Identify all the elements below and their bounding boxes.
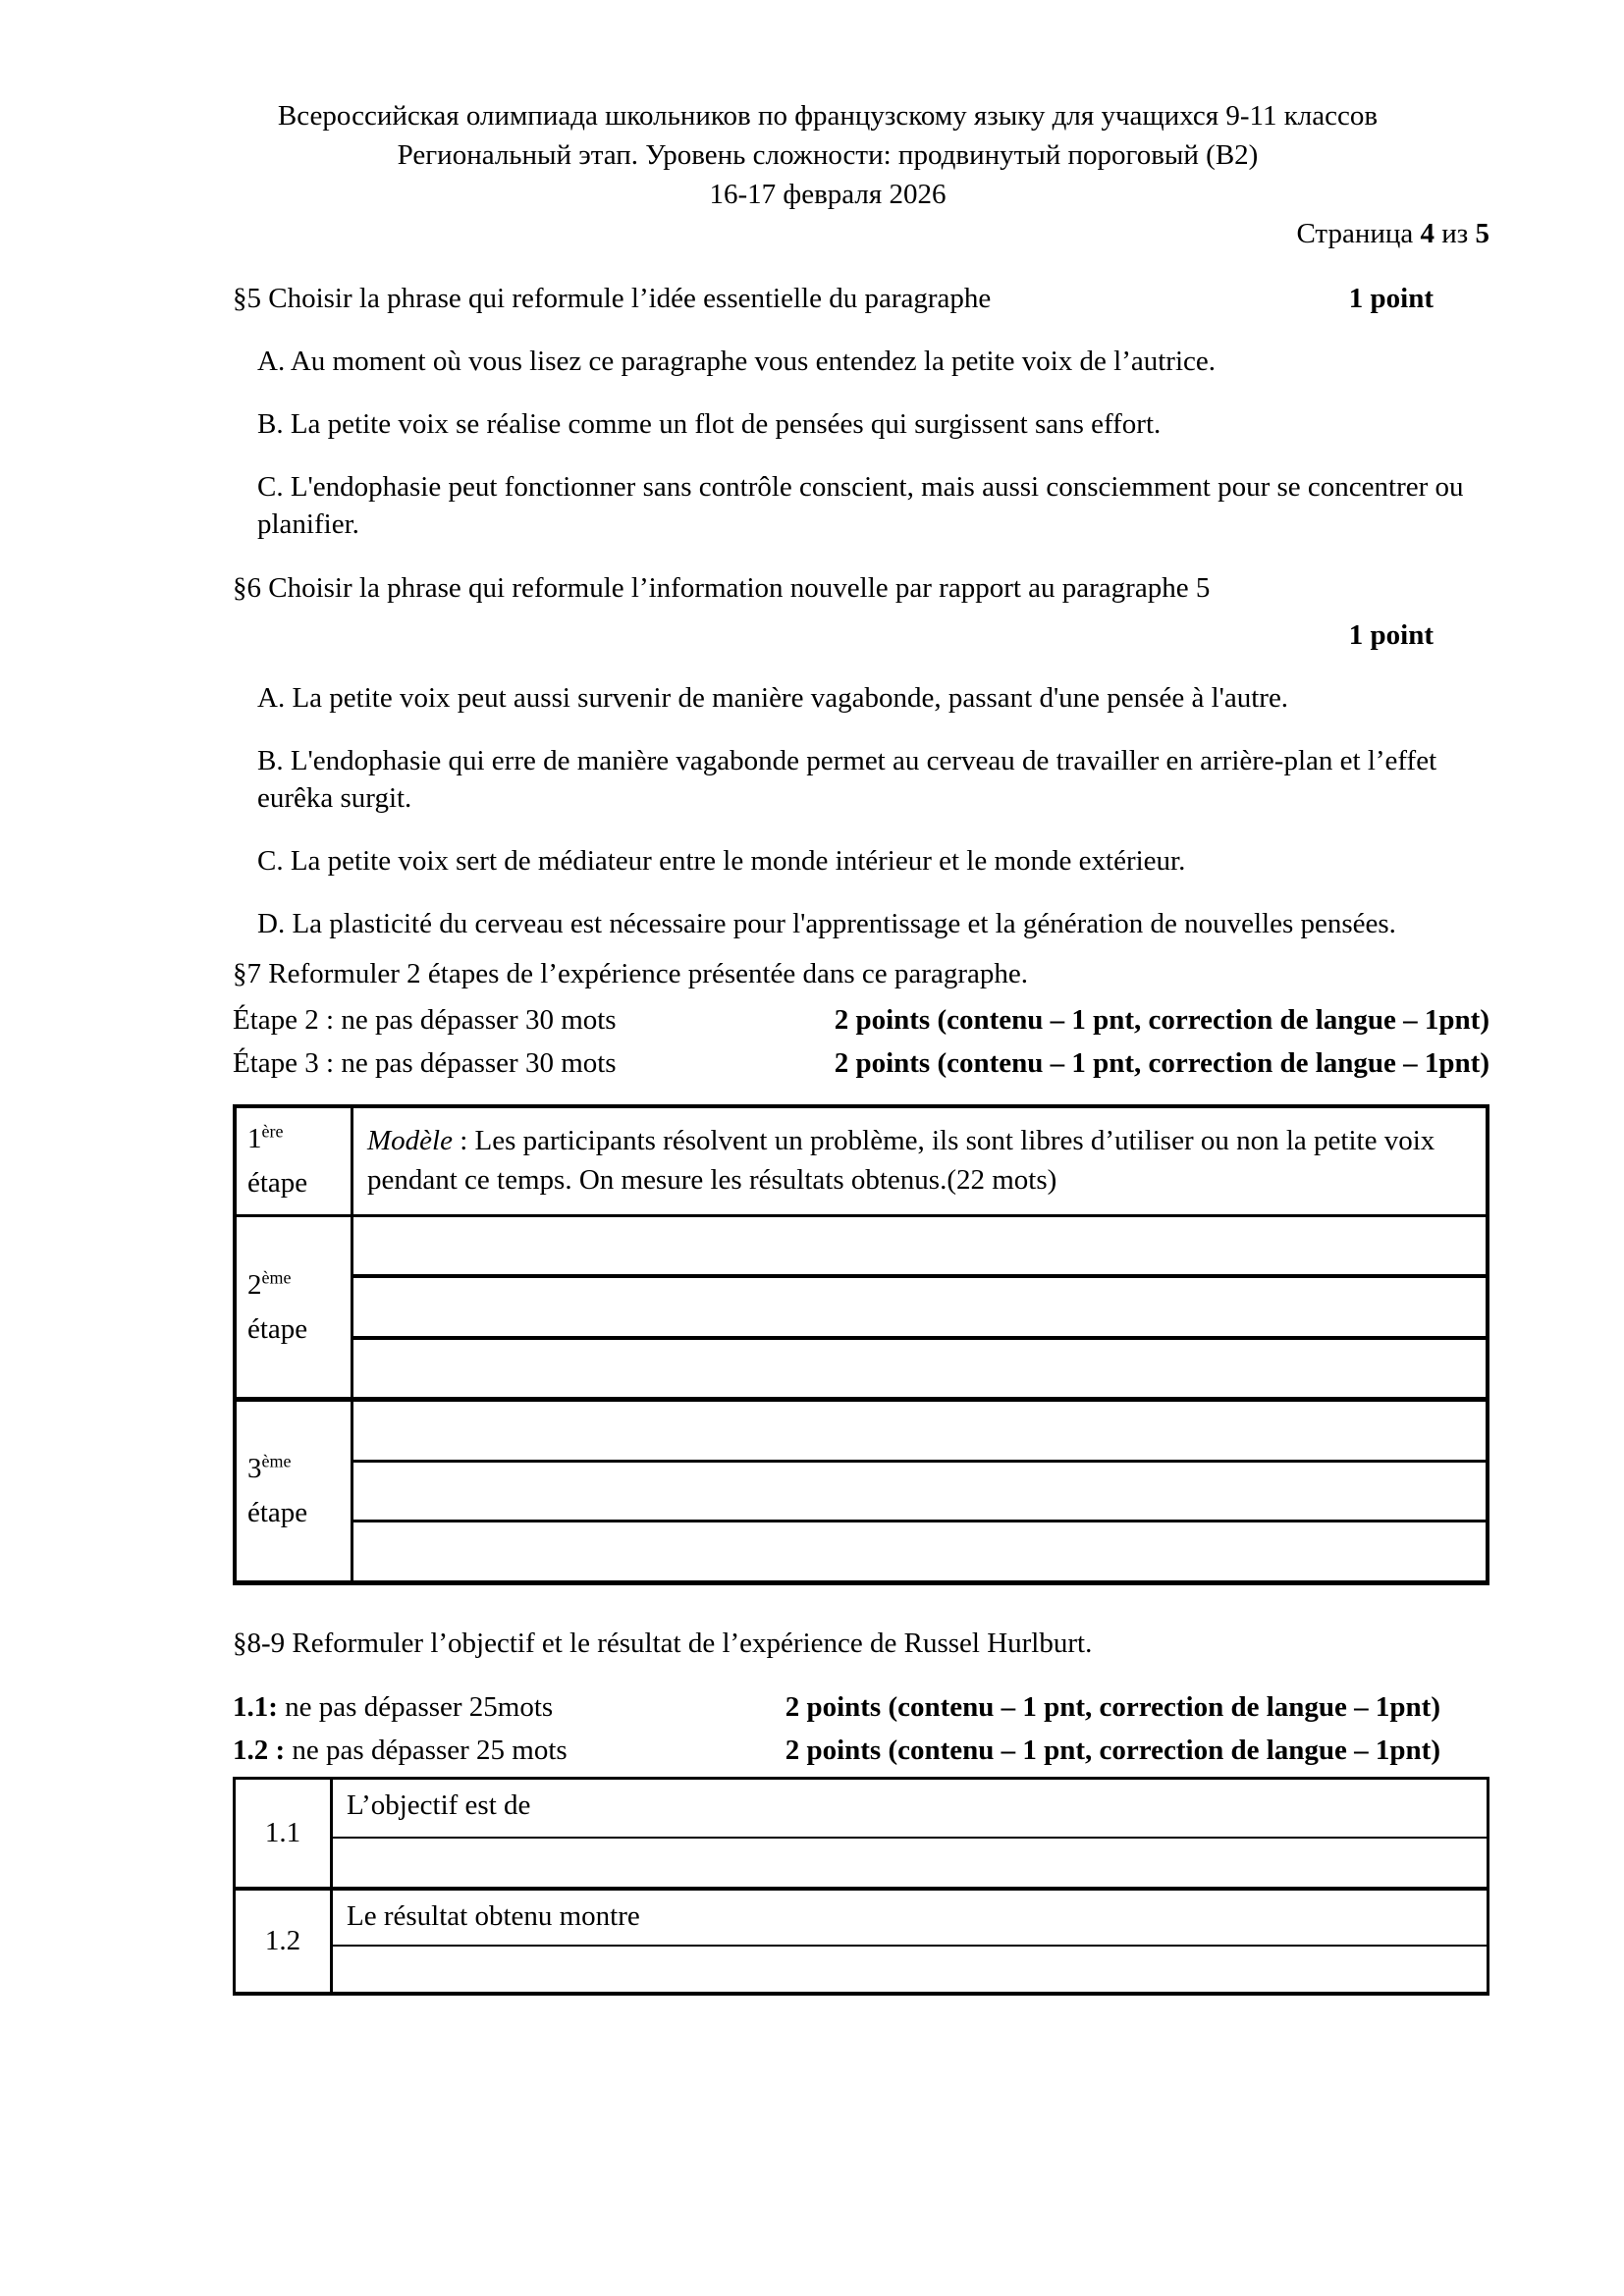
etape-1-number: 1 — [247, 1123, 262, 1154]
objectif-resultat-table — [233, 1777, 1489, 1996]
etape-2-number: 2 — [247, 1268, 262, 1301]
instruction-1-2-points: 2 points (contenu – 1 pnt, correction de langue – 1pnt) — [785, 1735, 1440, 1766]
etape-2-answer-line-3 — [353, 1336, 1486, 1397]
instruction-1-1-limit: ne pas dépasser 25mots — [285, 1691, 554, 1723]
etape-3-number: 3 — [247, 1453, 262, 1484]
etape-1-word: étape — [247, 1167, 308, 1199]
question-5-option-a: A. Au moment où vous lisez ce paragraphe vous entendez la petite voix de l’autrice. — [257, 346, 1217, 377]
etape-3-label — [237, 1402, 353, 1580]
etape2-points: 2 points (contenu – 1 pnt, correction de langue – 1pnt) — [834, 1004, 1489, 1036]
question-5 — [233, 280, 1489, 543]
question-6-option-a: A. La petite voix peut aussi survenir de manière vagabonde, passant d'une pensée à l'autre. — [257, 682, 1289, 714]
etape-1-model-cell — [353, 1108, 1486, 1214]
question-7-title: §7 Reformuler 2 étapes de l’expérience présentée dans ce paragraphe. — [233, 958, 1028, 989]
row-1-2-label: 1.2 — [236, 1891, 333, 1992]
instruction-1-1-points: 2 points (contenu – 1 pnt, correction de langue – 1pnt) — [785, 1691, 1440, 1723]
etape-2-word: étape — [247, 1312, 308, 1345]
row-1-1-answer-cell — [333, 1780, 1487, 1887]
etapes-table — [233, 1104, 1489, 1585]
instruction-1-2-number: 1.2 : — [233, 1735, 286, 1766]
row-1-2-answer-line — [333, 1945, 1487, 1992]
page-number-of: из — [1441, 218, 1469, 249]
etape-3-word: étape — [247, 1497, 308, 1528]
question-5-title-row — [233, 280, 1489, 317]
question-7-instruction-etape2 — [233, 998, 1489, 1041]
question-7 — [233, 955, 1489, 1585]
row-1-1-label: 1.1 — [236, 1780, 333, 1887]
etape-1-ordinal-suffix: ère — [261, 1121, 284, 1142]
etape-2-answer-cell — [353, 1217, 1486, 1397]
table-row-etape-3 — [237, 1397, 1486, 1580]
document-header — [166, 96, 1489, 253]
page-number-current: 4 — [1420, 218, 1435, 249]
etape3-points: 2 points (contenu – 1 pnt, correction de langue – 1pnt) — [834, 1047, 1489, 1079]
etape3-limit: Étape 3 : ne pas dépasser 30 mots — [233, 1047, 617, 1079]
question-6-option-d: D. La plasticité du cerveau est nécessaire pour l'apprentissage et la génération de nouvelles pensées. — [257, 908, 1396, 939]
question-6-option-c: C. La petite voix sert de médiateur entre le monde intérieur et le monde extérieur. — [257, 845, 1186, 877]
question-7-instruction-etape3 — [233, 1041, 1489, 1085]
table-row-etape-2 — [237, 1214, 1486, 1397]
model-label: Modèle — [367, 1125, 453, 1156]
etape2-limit: Étape 2 : ne pas dépasser 30 mots — [233, 1004, 617, 1036]
question-8-9-instruction-1-2 — [233, 1729, 1489, 1772]
etape-2-answer-line-1 — [353, 1217, 1486, 1274]
instruction-1-1-number: 1.1: — [233, 1691, 278, 1723]
etape-3-answer-line-2 — [353, 1460, 1486, 1521]
question-6 — [233, 569, 1489, 942]
question-8-9 — [233, 1625, 1489, 1996]
question-8-9-instruction-1-1 — [233, 1685, 1489, 1729]
etape-3-answer-line-3 — [353, 1520, 1486, 1580]
question-6-title: §6 Choisir la phrase qui reformule l’information nouvelle par rapport au paragraphe 5 — [233, 572, 1211, 604]
page-number-total: 5 — [1475, 218, 1489, 249]
table-row-1-2 — [236, 1887, 1487, 1992]
page-number-line — [166, 214, 1489, 253]
table-row-1-1 — [236, 1780, 1487, 1887]
row-1-1-answer-line — [333, 1837, 1487, 1887]
question-5-option-c: C. L'endophasie peut fonctionner sans contrôle conscient, mais aussi consciemment pour se concentrer ou planifier. — [257, 471, 1464, 540]
header-date-line: 16-17 февраля 2026 — [709, 179, 947, 210]
row-1-2-prompt: Le résultat obtenu montre — [347, 1900, 640, 1932]
row-1-2-answer-cell — [333, 1891, 1487, 1992]
etape-3-answer-line-1 — [353, 1402, 1486, 1460]
etape-3-ordinal-suffix: ème — [261, 1451, 292, 1471]
page-number-prefix: Страница — [1296, 218, 1414, 249]
etape-1-label — [237, 1108, 353, 1214]
etape-2-label — [237, 1217, 353, 1397]
model-text: : Les participants résolvent un problème, ils sont libres d’utiliser ou non la petite voix pendant ce temps. On mesure les résultats obtenus.(22 mots) — [367, 1125, 1435, 1196]
question-6-title-row — [233, 569, 1489, 607]
question-5-option-b: B. La petite voix se réalise comme un flot de pensées qui surgissent sans effort. — [257, 408, 1162, 440]
instruction-1-2-limit: ne pas dépasser 25 mots — [292, 1735, 568, 1766]
row-1-1-prompt: L’objectif est de — [347, 1789, 531, 1821]
question-5-points: 1 point — [1348, 283, 1434, 314]
etape-3-answer-cell — [353, 1402, 1486, 1580]
etape-2-answer-line-2 — [353, 1274, 1486, 1335]
question-6-option-b: B. L'endophasie qui erre de manière vagabonde permet au cerveau de travailler en arrière-plan et l’effet eurêka surgit. — [257, 745, 1437, 814]
etape-2-ordinal-suffix: ème — [261, 1266, 292, 1287]
header-stage-line: Региональный этап. Уровень сложности: продвинутый пороговый (В2) — [397, 139, 1259, 171]
question-6-points: 1 point — [1348, 619, 1434, 651]
table-row-etape-1 — [237, 1108, 1486, 1214]
header-title-line: Всероссийская олимпиада школьников по французскому языку для учащихся 9-11 классов — [277, 100, 1379, 132]
question-8-9-title: §8-9 Reformuler l’objectif et le résultat de l’expérience de Russel Hurlburt. — [233, 1628, 1093, 1659]
question-5-title: §5 Choisir la phrase qui reformule l’idée essentielle du paragraphe — [233, 283, 992, 314]
